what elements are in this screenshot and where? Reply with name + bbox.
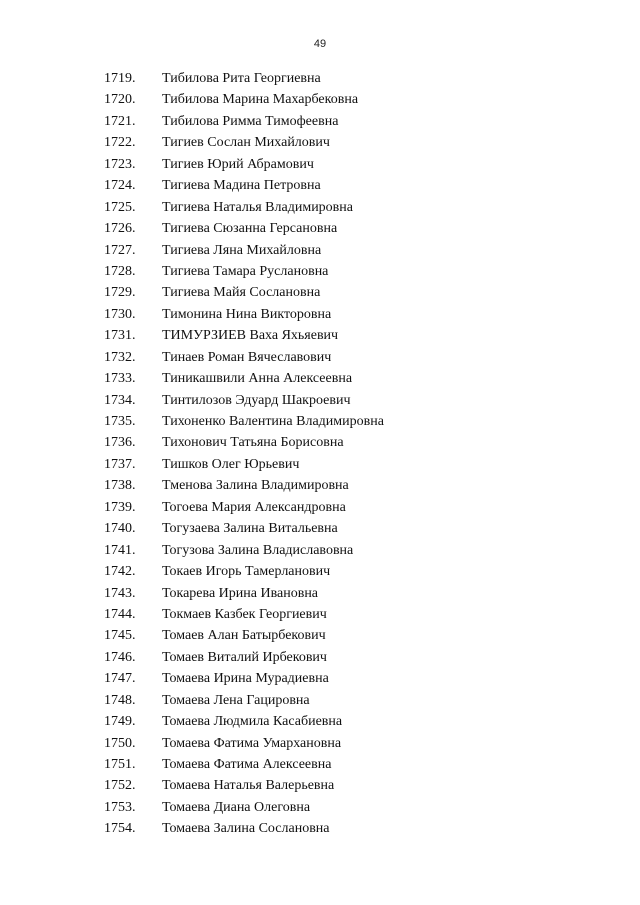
entry-number: 1728. [104, 263, 136, 279]
entry-name: Томаева Диана Олеговна [162, 799, 311, 815]
entry-number: 1753. [104, 799, 136, 815]
entry-name: Тигиева Сюзанна Герсановна [162, 221, 338, 237]
entry-number: 1731. [104, 328, 136, 344]
entry-name: Томаев Алан Батырбекович [162, 628, 326, 644]
list-item [0, 197, 640, 218]
list-item [0, 604, 640, 625]
list-item [0, 411, 640, 432]
list-item [0, 132, 640, 153]
list-item [0, 561, 640, 582]
list-item [0, 625, 640, 646]
entry-name: Тменова Залина Владимировна [162, 478, 349, 494]
entry-number: 1723. [104, 156, 136, 172]
list-item [0, 518, 640, 539]
entry-number: 1729. [104, 285, 136, 301]
list-item [0, 733, 640, 754]
entry-number: 1724. [104, 178, 136, 194]
entry-name: Тинаев Роман Вячеславович [162, 349, 332, 365]
entry-name: Томаева Ирина Мурадиевна [162, 671, 329, 687]
entry-name: Токмаев Казбек Георгиевич [162, 606, 327, 622]
entry-name: Тихоненко Валентина Владимировна [162, 414, 384, 429]
list-item [0, 475, 640, 496]
entry-name: Тогоева Мария Александровна [162, 499, 346, 515]
entry-number: 1725. [104, 199, 136, 215]
list-item [0, 390, 640, 411]
entry-number: 1732. [104, 349, 136, 365]
entry-name: Томаева Лена Гацировна [162, 692, 310, 708]
list-item [0, 454, 640, 475]
entry-number: 1737. [104, 456, 136, 472]
entry-number: 1748. [104, 692, 136, 708]
list-item [0, 154, 640, 175]
entry-number: 1741. [104, 542, 136, 558]
entry-name: Тигиева Наталья Владимировна [162, 199, 354, 215]
entry-number: 1719. [104, 71, 136, 86]
entry-name: Тигиев Сослан Михайлович [162, 135, 330, 151]
entry-number: 1744. [104, 606, 136, 622]
page-number: 49 [313, 38, 327, 50]
list-item [0, 668, 640, 689]
entry-name: Томаев Виталий Ирбекович [162, 649, 327, 665]
list-item [0, 775, 640, 796]
entry-name: Тиникашвили Анна Алексеевна [162, 371, 353, 387]
entry-number: 1739. [104, 499, 136, 515]
entry-number: 1727. [104, 242, 136, 258]
entry-number: 1752. [104, 778, 136, 794]
list-item [0, 111, 640, 132]
entry-name: Тигиева Мадина Петровна [162, 178, 321, 194]
entry-name: Томаева Фатима Алексеевна [162, 757, 332, 772]
name-list [0, 68, 640, 840]
entry-number: 1735. [104, 414, 136, 429]
list-item [0, 175, 640, 196]
entry-number: 1746. [104, 649, 136, 665]
entry-name: Тогузова Залина Владиславовна [162, 542, 354, 558]
entry-name: ТИМУРЗИЕВ Ваха Яхьяевич [162, 328, 339, 344]
list-item [0, 711, 640, 732]
entry-number: 1720. [104, 92, 136, 108]
entry-name: Токаев Игорь Тамерланович [162, 564, 331, 580]
list-item [0, 347, 640, 368]
list-item [0, 68, 640, 89]
entry-name: Тибилова Рита Георгиевна [162, 71, 321, 86]
list-item [0, 240, 640, 261]
list-item [0, 282, 640, 303]
entry-number: 1745. [104, 628, 136, 644]
entry-name: Токарева Ирина Ивановна [162, 585, 319, 601]
entry-name: Томаева Наталья Валерьевна [162, 778, 335, 794]
list-item [0, 797, 640, 818]
entry-name: Тигиев Юрий Абрамович [162, 156, 314, 172]
list-item [0, 368, 640, 389]
entry-number: 1721. [104, 113, 136, 129]
entry-name: Тинтилозов Эдуард Шакроевич [162, 392, 351, 408]
entry-name: Тишков Олег Юрьевич [162, 456, 300, 472]
entry-name: Тигиева Майя Сослановна [162, 285, 321, 301]
list-item [0, 818, 640, 839]
list-item [0, 754, 640, 775]
entry-name: Тихонович Татьяна Борисовна [162, 435, 344, 451]
entry-number: 1747. [104, 671, 136, 687]
entry-number: 1726. [104, 221, 136, 237]
entry-name: Томаева Залина Сослановна [162, 821, 330, 837]
entry-name: Тимонина Нина Викторовна [162, 306, 332, 322]
entry-name: Тогузаева Залина Витальевна [162, 521, 338, 537]
entry-number: 1722. [104, 135, 136, 151]
entry-number: 1742. [104, 564, 136, 580]
entry-name: Тибилова Римма Тимофеевна [162, 113, 339, 129]
entry-name: Тигиева Ляна Михайловна [162, 242, 322, 258]
list-item [0, 690, 640, 711]
entry-number: 1730. [104, 306, 136, 322]
entry-number: 1733. [104, 371, 136, 387]
entry-number: 1743. [104, 585, 136, 601]
entry-number: 1749. [104, 714, 136, 730]
list-item [0, 218, 640, 239]
entry-name: Томаева Фатима Умархановна [162, 735, 342, 751]
list-item [0, 304, 640, 325]
entry-number: 1751. [104, 757, 136, 772]
entry-number: 1738. [104, 478, 136, 494]
list-item [0, 540, 640, 561]
list-item [0, 583, 640, 604]
entry-number: 1754. [104, 821, 136, 837]
entry-name: Тибилова Марина Махарбековна [162, 92, 359, 108]
list-item [0, 325, 640, 346]
entry-number: 1736. [104, 435, 136, 451]
list-item [0, 497, 640, 518]
entry-number: 1740. [104, 521, 136, 537]
entry-number: 1734. [104, 392, 136, 408]
list-item [0, 89, 640, 110]
list-item [0, 647, 640, 668]
entry-name: Тигиева Тамара Руслановна [162, 263, 329, 279]
list-item [0, 432, 640, 453]
entry-name: Томаева Людмила Касабиевна [162, 714, 343, 730]
entry-number: 1750. [104, 735, 136, 751]
list-item [0, 261, 640, 282]
